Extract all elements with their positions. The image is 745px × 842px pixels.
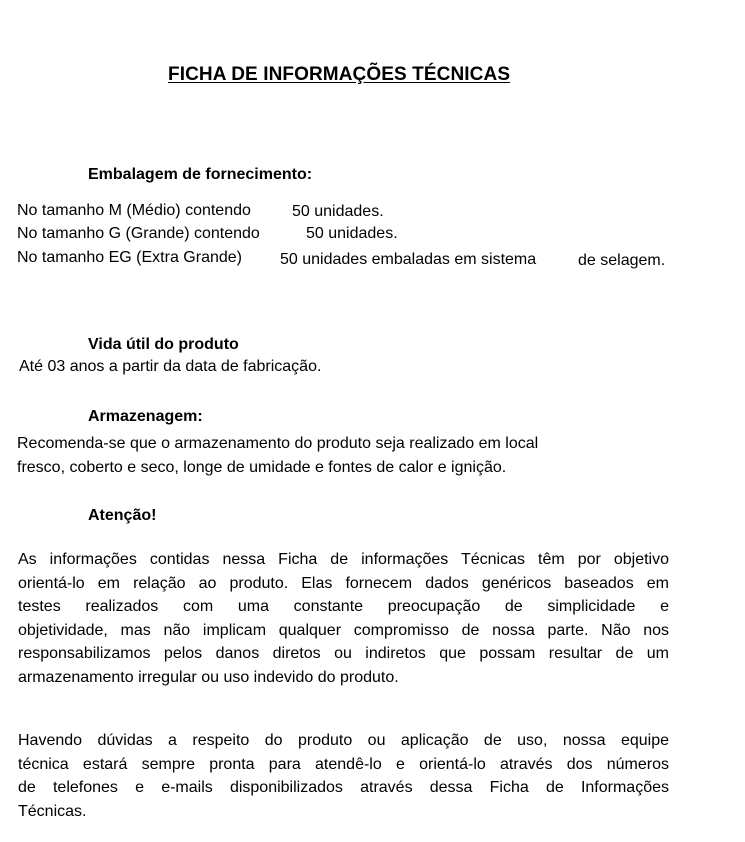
attention-paragraph-1 bbox=[18, 548, 669, 689]
size-g-label: No tamanho G (Grande) contendo bbox=[17, 225, 260, 242]
attention-p1-line-3: testes realizados com uma constante preocupação de simplicidade e bbox=[18, 598, 669, 615]
attention-p1-line-4: objetividade, mas não implicam qualquer compromisso de nossa parte. Não nos bbox=[18, 621, 669, 639]
attention-p1-line-6: armazenamento irregular ou uso indevido do produto. bbox=[18, 668, 399, 686]
attention-heading: Atenção! bbox=[88, 507, 157, 524]
attention-p1-line-1: As informações contidas nessa Ficha de informações Técnicas têm por objetivo bbox=[18, 551, 669, 568]
page-title: FICHA DE INFORMAÇÕES TÉCNICAS bbox=[168, 64, 511, 85]
size-m-label: No tamanho M (Médio) contendo bbox=[17, 202, 251, 219]
storage-heading: Armazenagem: bbox=[88, 408, 203, 425]
size-eg-extra: de selagem. bbox=[578, 252, 666, 269]
storage-line-2: fresco, coberto e seco, longe de umidade e fontes de calor e ignição. bbox=[17, 459, 507, 476]
attention-p2-line-3: de telefones e e-mails disponibilizados através dessa Ficha de Informações bbox=[18, 779, 669, 796]
attention-p2-line-4: Técnicas. bbox=[18, 802, 87, 820]
shelf-life-text: Até 03 anos a partir da data de fabricação. bbox=[19, 358, 322, 375]
attention-p1-line-5: responsabilizamos pelos danos diretos ou indiretos que possam resultar de um bbox=[18, 645, 669, 662]
size-eg-value: 50 unidades embaladas em sistema bbox=[280, 251, 537, 268]
shelf-life-heading: Vida útil do produto bbox=[88, 336, 239, 353]
packaging-heading: Embalagem de fornecimento: bbox=[88, 166, 313, 183]
storage-line-1: Recomenda-se que o armazenamento do produto seja realizado em local bbox=[17, 435, 539, 452]
attention-p2-line-2: técnica estará sempre pronta para atendê-lo e orientá-lo através dos números bbox=[18, 755, 669, 773]
attention-p2-line-1: Havendo dúvidas a respeito do produto ou aplicação de uso, nossa equipe bbox=[18, 732, 669, 749]
attention-p1-line-2: orientá-lo em relação ao produto. Elas fornecem dados genéricos baseados em bbox=[18, 574, 669, 592]
size-g-value: 50 unidades. bbox=[306, 225, 398, 242]
size-m-value: 50 unidades. bbox=[292, 203, 384, 220]
size-eg-label: No tamanho EG (Extra Grande) bbox=[17, 249, 242, 266]
attention-paragraph-2 bbox=[18, 729, 669, 823]
